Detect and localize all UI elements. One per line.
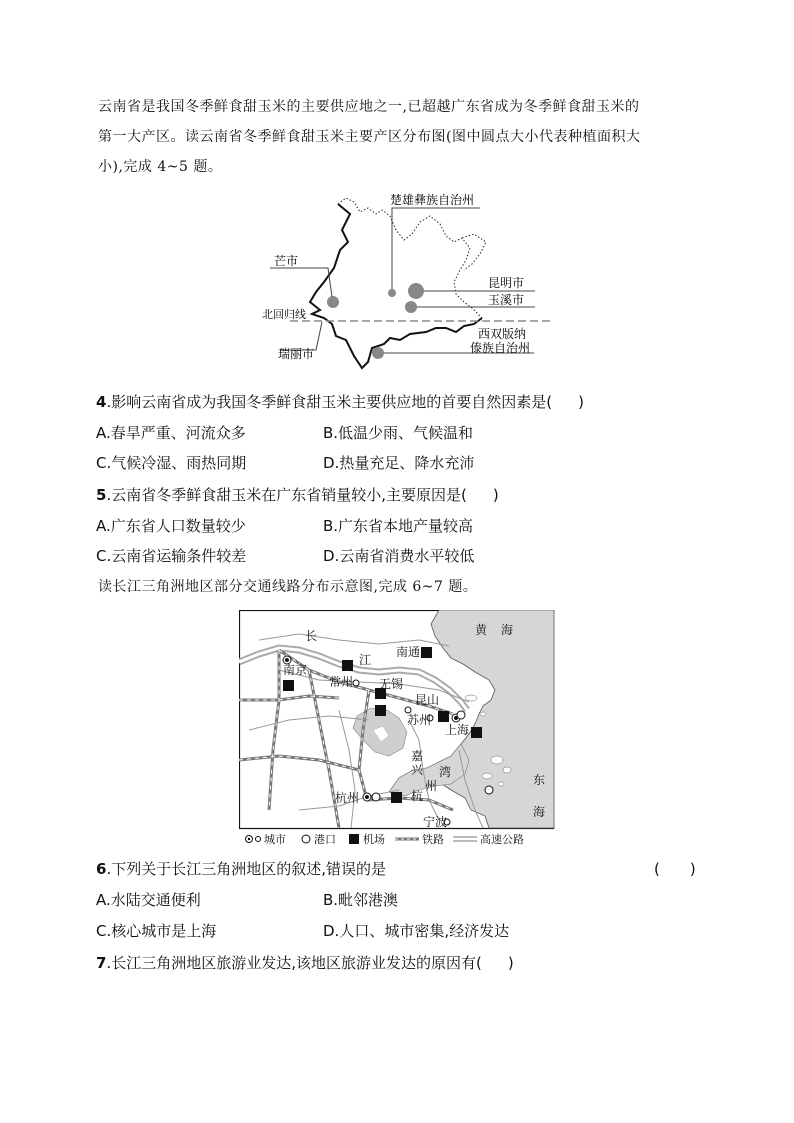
question-5-text: .云南省冬季鲜食甜玉米在广东省销量较小,主要原因是(	[106, 486, 467, 504]
intro-line-2: 第一大产区。读云南省冬季鲜食甜玉米主要产区分布图(图中圆点大小代表种植面积大	[98, 129, 641, 145]
label-dong: 东	[533, 773, 546, 787]
q4-option-b[interactable]: B.低温少雨、气候温和	[323, 424, 474, 442]
label-nanjing: 南京	[283, 663, 308, 677]
q6-option-a[interactable]: A.水陆交通便利	[96, 891, 201, 909]
label-huanghai-2: 海	[501, 623, 514, 637]
label-mangshi: 芒市	[274, 254, 299, 268]
question-5-number: 5	[96, 486, 107, 504]
label-ruili: 瑞丽市	[278, 347, 315, 361]
q5-option-a[interactable]: A.广东省人口数量较少	[96, 517, 246, 535]
q4-option-d[interactable]: D.热量充足、降水充沛	[323, 454, 475, 472]
legend-railway: 铁路	[422, 833, 444, 846]
question-7-close: )	[507, 954, 514, 972]
intro-paragraph-1	[98, 92, 698, 182]
label-wan: 湾	[439, 765, 452, 779]
label-zhou: 州	[425, 779, 438, 793]
label-suzhou: 苏州	[407, 713, 432, 727]
intro-paragraph-2: 读长江三角洲地区部分交通线路分布示意图,完成 6~7 题。	[98, 579, 478, 595]
label-chuxiong: 楚雄彝族自治州	[390, 193, 475, 207]
label-jiang: 江	[359, 653, 372, 667]
q5-option-b[interactable]: B.广东省本地产量较高	[323, 517, 474, 535]
question-7-text: .长江三角洲地区旅游业发达,该地区旅游业发达的原因有(	[106, 954, 482, 972]
dot-mangshi	[327, 296, 339, 308]
label-hangzhou: 杭州	[335, 791, 360, 805]
legend-airport: 机场	[363, 833, 385, 846]
q6-option-d[interactable]: D.人口、城市密集,经济发达	[323, 922, 510, 940]
label-changzhou: 常州	[329, 675, 354, 689]
q5-option-d[interactable]: D.云南省消费水平较低	[323, 547, 475, 565]
q5-option-c[interactable]: C.云南省运输条件较差	[96, 547, 247, 565]
intro-line-3: 小),完成 4~5 题。	[98, 159, 223, 175]
legend-port: 港口	[314, 833, 336, 846]
question-4-number: 4	[96, 393, 107, 411]
question-7-number: 7	[96, 954, 107, 972]
dot-yuxi	[405, 301, 417, 313]
label-kunming: 昆明市	[488, 276, 525, 290]
legend-city: 城市	[264, 833, 286, 846]
map-legend	[246, 832, 525, 846]
label-shanghai: 上海	[445, 723, 470, 737]
question-6	[96, 858, 386, 880]
question-5-close: )	[492, 486, 499, 504]
label-nantong: 南通	[396, 645, 421, 659]
question-6-close: ( )	[654, 860, 696, 878]
yunnan-map	[250, 190, 550, 380]
label-xing: 兴	[411, 763, 424, 777]
label-xishuangbanna-1: 西双版纳	[478, 327, 527, 341]
question-6-number: 6	[96, 860, 107, 878]
q6-option-b[interactable]: B.毗邻港澳	[323, 891, 399, 909]
legend-highway: 高速公路	[480, 833, 524, 846]
label-jia: 嘉	[411, 749, 424, 763]
question-5	[96, 484, 499, 506]
question-7	[96, 952, 514, 974]
dot-kunming	[408, 283, 424, 299]
label-huanghai-1: 黄	[475, 623, 488, 637]
label-wuxi: 无锡	[379, 677, 404, 691]
label-hai: 海	[533, 805, 546, 819]
yangtze-delta-map	[239, 610, 555, 846]
question-4-close: )	[578, 393, 584, 411]
label-xishuangbanna-2: 傣族自治州	[470, 341, 531, 355]
label-tropic: 北回归线	[262, 308, 306, 321]
q6-option-c[interactable]: C.核心城市是上海	[96, 922, 217, 940]
label-kunshan: 昆山	[415, 693, 440, 707]
question-4	[96, 391, 584, 413]
label-ningbo: 宁波	[423, 815, 448, 829]
question-6-text: .下列关于长江三角洲地区的叙述,错误的是	[106, 860, 386, 878]
dot-xishuangbanna	[372, 347, 384, 359]
intro-line-1: 云南省是我国冬季鲜食甜玉米的主要供应地之一,已超越广东省成为冬季鲜食甜玉米的	[98, 99, 640, 115]
dot-chuxiong	[388, 289, 396, 297]
q4-option-a[interactable]: A.春旱严重、河流众多	[96, 424, 246, 442]
label-hang: 杭	[411, 789, 424, 803]
label-yuxi: 玉溪市	[488, 293, 525, 307]
label-chang: 长	[305, 629, 318, 643]
q4-option-c[interactable]: C.气候冷湿、雨热同期	[96, 454, 247, 472]
question-4-text: .影响云南省成为我国冬季鲜食甜玉米主要供应地的首要自然因素是(	[106, 393, 553, 411]
